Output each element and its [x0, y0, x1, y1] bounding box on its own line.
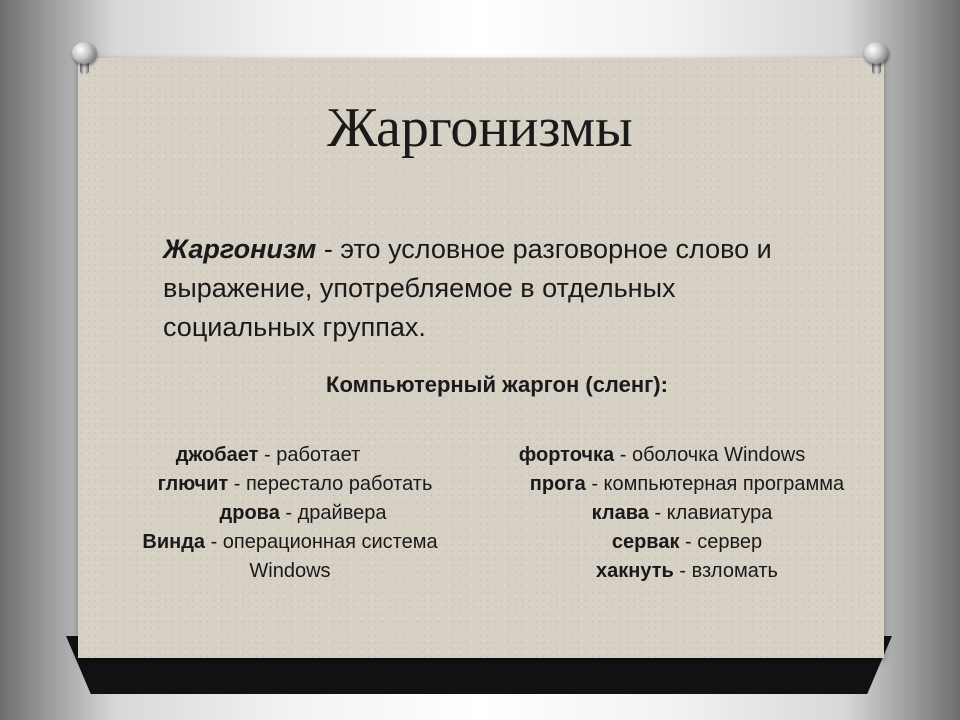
- list-item: [100, 470, 480, 499]
- slang-meaning: - взломать: [673, 560, 778, 582]
- definition-term: Жаргонизм: [163, 234, 317, 264]
- list-item: [100, 441, 480, 470]
- slang-meaning: - клавиатура: [648, 502, 773, 524]
- slang-meaning: - сервер: [679, 531, 763, 553]
- list-item: [100, 528, 480, 586]
- slang-list-right: [490, 441, 884, 586]
- pushpin-right-icon: [860, 42, 894, 76]
- slang-meaning: - работает: [258, 444, 361, 466]
- slang-word: сервак: [611, 531, 680, 553]
- definition-paragraph: [163, 230, 803, 347]
- list-item: [490, 441, 884, 470]
- slang-word: клава: [591, 502, 649, 524]
- slang-word: прога: [529, 473, 586, 495]
- slang-meaning: - компьютерная программа: [585, 473, 845, 495]
- pushpin-left-icon: [68, 42, 102, 76]
- definition-text: - это условное разговорное слово и выражение, употребляемое в отдельных социальных группах.: [163, 234, 772, 342]
- slang-meaning: - операционная система Windows: [205, 531, 438, 582]
- list-item: [490, 557, 884, 586]
- slang-meaning: - оболочка Windows: [614, 444, 806, 466]
- slang-word: хакнуть: [596, 560, 674, 582]
- slide-title: Жаргонизмы: [327, 97, 633, 159]
- slang-meaning: - перестало работать: [228, 473, 433, 495]
- slang-word: джобает: [175, 444, 259, 466]
- slang-word: дрова: [219, 502, 280, 524]
- slang-list-left: [100, 441, 480, 586]
- slang-word: глючит: [157, 473, 229, 495]
- slang-word: форточка: [518, 444, 615, 466]
- slang-word: Винда: [142, 531, 206, 553]
- list-item: [490, 528, 884, 557]
- list-item: [490, 470, 884, 499]
- slang-meaning: - драйвера: [279, 502, 387, 524]
- list-item: [490, 499, 884, 528]
- list-item: [100, 499, 480, 528]
- slang-heading: Компьютерный жаргон (сленг):: [326, 372, 668, 397]
